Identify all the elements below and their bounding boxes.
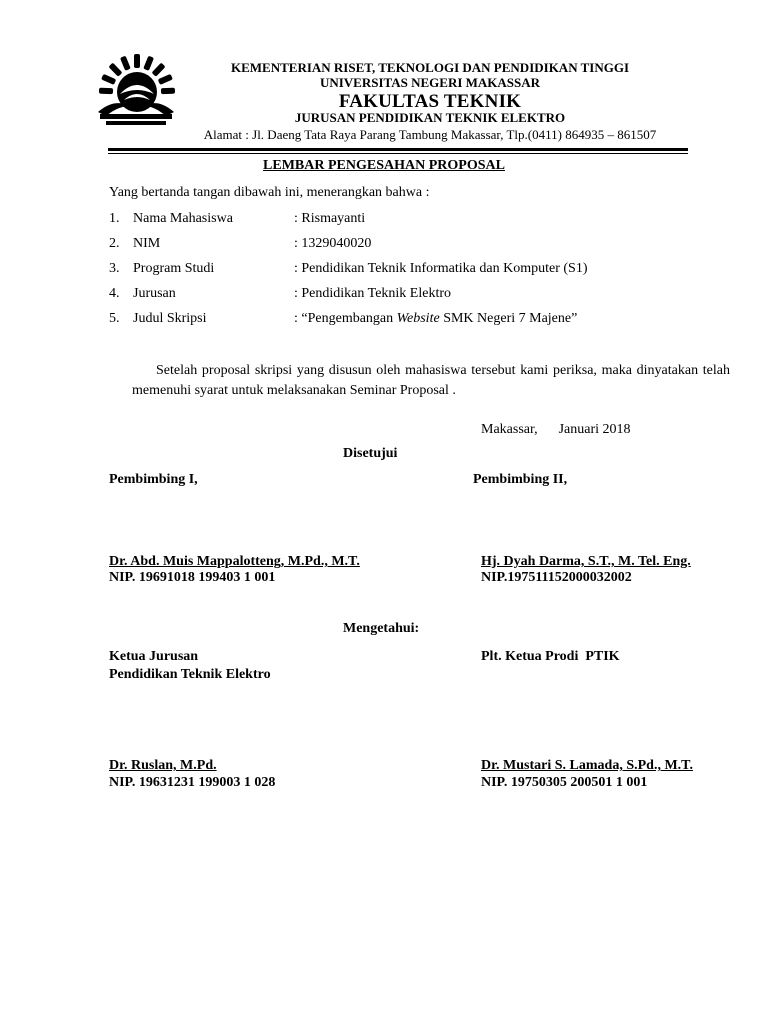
- thesis-title-italic: Website: [396, 311, 440, 326]
- advisor2-name: Hj. Dyah Darma, S.T., M. Tel. Eng.: [481, 554, 691, 569]
- advisor2-role: Pembimbing II,: [473, 472, 568, 487]
- list-item-number: 3.: [109, 261, 120, 276]
- approved-heading: Disetujui: [343, 446, 398, 461]
- advisor2-nip: NIP.197511152000032002: [481, 570, 632, 585]
- thesis-title-suffix: SMK Negeri 7 Majene”: [439, 311, 578, 326]
- head-dept-nip: NIP. 19631231 199003 1 028: [109, 775, 276, 790]
- field-value-department: : Pendidikan Teknik Elektro: [294, 286, 452, 301]
- intro-text: Yang bertanda tangan dibawah ini, menerangkan bahwa :: [109, 185, 430, 200]
- field-value-program: : Pendidikan Teknik Informatika dan Komputer (S1): [294, 261, 588, 276]
- field-value-nim: : 1329040020: [294, 236, 372, 251]
- department-name: JURUSAN PENDIDIKAN TEKNIK ELEKTRO: [294, 110, 566, 125]
- advisor1-role: Pembimbing I,: [109, 472, 198, 487]
- field-value-thesis-title: [294, 311, 577, 327]
- head-dept-role-line1: Ketua Jurusan: [109, 649, 199, 664]
- field-label-department: Jurusan: [133, 286, 176, 301]
- list-item-number: 5.: [109, 311, 120, 326]
- advisor1-name: Dr. Abd. Muis Mappalotteng, M.Pd., M.T.: [109, 554, 360, 569]
- list-item-number: 1.: [109, 211, 120, 226]
- field-label-name: Nama Mahasiswa: [133, 211, 233, 226]
- head-prodi-role: Plt. Ketua Prodi PTIK: [481, 649, 620, 664]
- university-logo-icon: [94, 54, 178, 128]
- header-rule-thick: [108, 148, 688, 151]
- document-title: LEMBAR PENGESAHAN PROPOSAL: [263, 158, 505, 173]
- faculty-name: FAKULTAS TEKNIK: [338, 91, 522, 112]
- head-prodi-name: Dr. Mustari S. Lamada, S.Pd., M.T.: [481, 758, 693, 773]
- field-label-nim: NIM: [133, 236, 161, 251]
- address-line: Alamat : Jl. Daeng Tata Raya Parang Tambung Makassar, Tlp.(0411) 864935 – 861507: [203, 127, 657, 142]
- thesis-title-prefix: : “Pengembangan: [294, 311, 397, 326]
- head-prodi-nip: NIP. 19750305 200501 1 001: [481, 775, 648, 790]
- advisor1-nip: NIP. 19691018 199403 1 001: [109, 570, 276, 585]
- list-item-number: 4.: [109, 286, 120, 301]
- acknowledged-heading: Mengetahui:: [343, 621, 420, 636]
- field-label-program: Program Studi: [133, 261, 215, 276]
- field-label-thesis-title: Judul Skripsi: [133, 311, 207, 326]
- ministry-name: KEMENTERIAN RISET, TEKNOLOGI DAN PENDIDIKAN TINGGI: [230, 60, 630, 75]
- university-name: UNIVERSITAS NEGERI MAKASSAR: [319, 75, 541, 90]
- list-item-number: 2.: [109, 236, 120, 251]
- head-dept-role-line2: Pendidikan Teknik Elektro: [109, 667, 271, 682]
- field-value-name: : Rismayanti: [294, 211, 366, 226]
- statement-paragraph: Setelah proposal skripsi yang disusun oleh mahasiswa tersebut kami periksa, maka dinyatakan telah memenuhi syarat untuk melaksanakan Seminar Proposal .: [132, 363, 730, 398]
- head-dept-name: Dr. Ruslan, M.Pd.: [109, 758, 217, 773]
- header-rule-thin: [108, 153, 688, 154]
- place-date: Makassar, Januari 2018: [481, 422, 631, 437]
